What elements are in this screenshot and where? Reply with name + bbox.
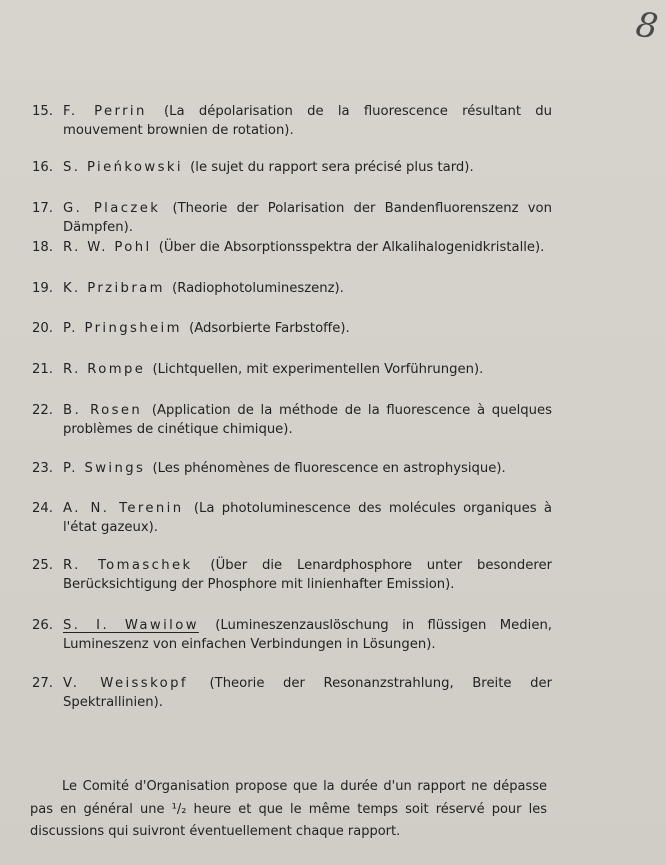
item-number: 17. — [32, 201, 53, 216]
author-name: K. Przibram — [63, 281, 165, 296]
item-number: 26. — [32, 618, 53, 633]
report-title: (Radiophotolumineszenz). — [167, 281, 344, 296]
list-item — [32, 459, 552, 478]
author-name: R. Tomaschek — [63, 558, 193, 573]
report-title: (Application de la méthode de la fluorescence à quelques problèmes de cinétique chimique). — [63, 403, 552, 437]
list-item — [32, 319, 552, 338]
author-name: P. Pringsheim — [63, 321, 182, 336]
item-number: 22. — [32, 403, 53, 418]
author-name: A. N. Terenin — [63, 501, 184, 516]
list-item — [32, 401, 552, 439]
author-name: B. Rosen — [63, 403, 143, 418]
item-number: 27. — [32, 676, 53, 691]
item-number: 15. — [32, 104, 53, 119]
item-number: 20. — [32, 321, 53, 336]
list-item — [32, 499, 552, 537]
report-title: (Theorie der Resonanzstrahlung, Breite der Spektrallinien). — [63, 676, 552, 710]
author-name: R. W. Pohl — [63, 240, 152, 255]
report-title: (Theorie der Polarisation der Bandenfluorenszenz von Dämpfen). — [63, 201, 552, 235]
closing-text-end: heure et que le même temps soit réservé pour les discussions qui suivront éventuellement chaque rapport. — [30, 801, 547, 839]
half-fraction: ¹/₂ — [171, 801, 187, 817]
author-name: G. Placzek — [63, 201, 161, 216]
list-item — [32, 556, 552, 594]
item-number: 19. — [32, 281, 53, 296]
closing-text-start: Le Comité d'Organisation propose que la durée d'un rapport ne dépasse pas en général une — [30, 779, 547, 817]
item-number: 24. — [32, 501, 53, 516]
list-item — [32, 360, 552, 379]
item-number: 16. — [32, 160, 53, 175]
report-title: (Les phénomènes de fluorescence en astrophysique). — [148, 461, 506, 476]
list-item — [32, 158, 552, 177]
list-item — [32, 238, 552, 257]
closing-paragraph — [30, 776, 547, 844]
report-title: (Lichtquellen, mit experimentellen Vorführungen). — [148, 362, 484, 377]
report-title: (Adsorbierte Farbstoffe). — [184, 321, 350, 336]
report-title: (Über die Absorptionsspektra der Alkalihalogenidkristalle). — [154, 240, 545, 255]
item-number: 18. — [32, 240, 53, 255]
list-item — [32, 616, 552, 654]
author-name: P. Swings — [63, 461, 146, 476]
item-number: 23. — [32, 461, 53, 476]
author-name: V. Weisskopf — [63, 676, 188, 691]
list-item — [32, 102, 552, 140]
handwritten-page-number: 8 — [633, 4, 661, 48]
report-title: (Über die Lenardphosphore unter besonderer Berücksichtigung der Phosphore mit linienhafter Emission). — [63, 558, 552, 592]
report-title: (La dépolarisation de la fluorescence résultant du mouvement brownien de rotation). — [63, 104, 552, 138]
list-item — [32, 279, 552, 298]
author-name: F. Perrin — [63, 104, 147, 119]
report-title: (le sujet du rapport sera précisé plus tard). — [185, 160, 474, 175]
report-title: (La photoluminescence des molécules organiques à l'état gazeux). — [63, 501, 552, 535]
list-item — [32, 199, 552, 237]
item-number: 21. — [32, 362, 53, 377]
report-title: (Lumineszenzauslöschung in flüssigen Medien, Lumineszenz von einfachen Verbindungen in Lösungen). — [63, 618, 552, 652]
author-name: S. I. Wawilow — [63, 618, 199, 633]
item-number: 25. — [32, 558, 53, 573]
author-name: R. Rompe — [63, 362, 146, 377]
author-name: S. Pieńkowski — [63, 160, 183, 175]
list-item — [32, 674, 552, 712]
